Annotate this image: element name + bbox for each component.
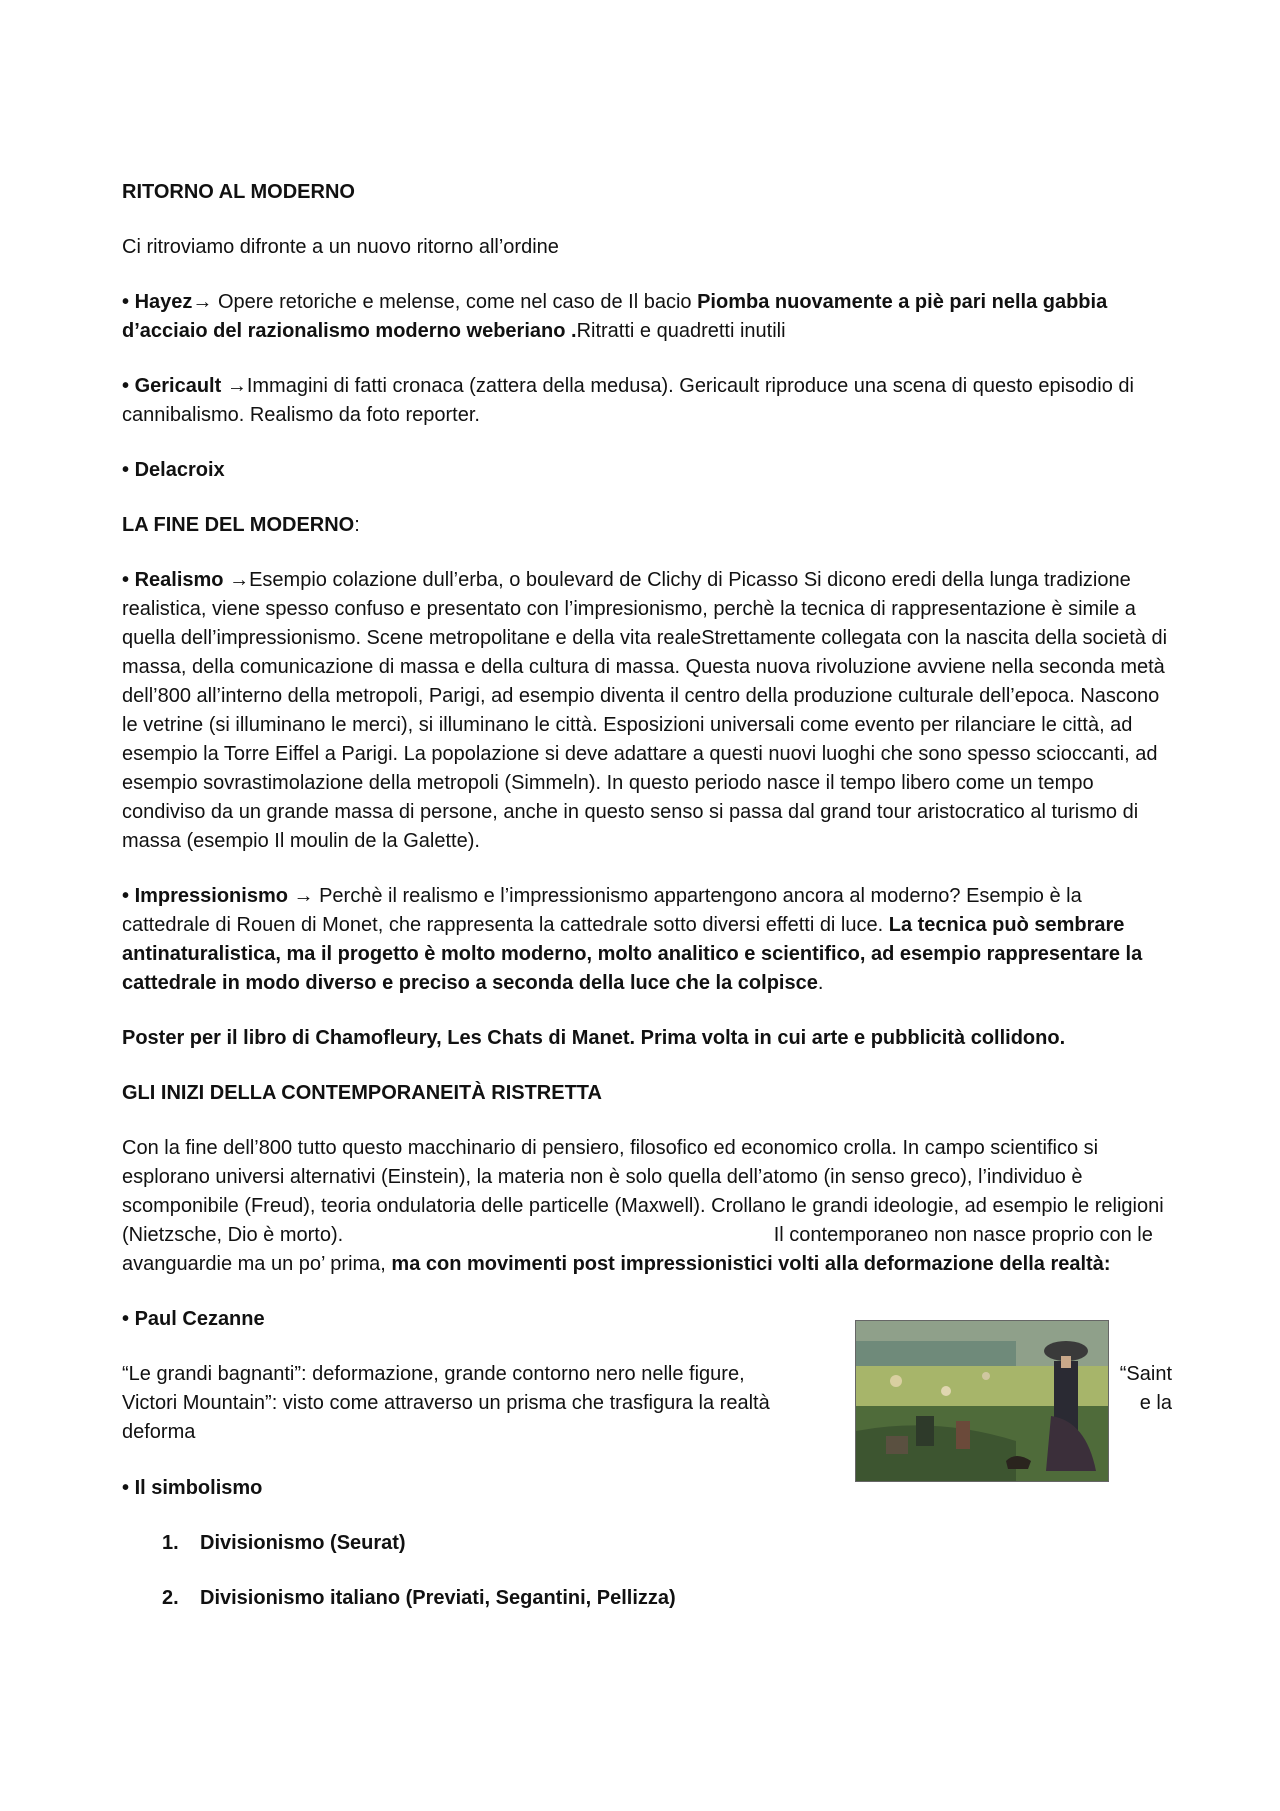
paragraph-delacroix: • Delacroix	[122, 459, 225, 481]
list-item: 1. Divisionismo (Seurat)	[162, 1532, 406, 1554]
list-item: 2. Divisionismo italiano (Previati, Segantini, Pellizza)	[162, 1587, 676, 1609]
arrow-icon: →	[226, 375, 247, 397]
numbered-list	[122, 1529, 1172, 1613]
arrow-icon: →	[293, 885, 314, 907]
arrow-icon: →	[229, 569, 250, 591]
paragraph-impressionismo: • Impressionismo → Perchè il realismo e l’impressionismo appartengono ancora al moderno? Esempio è la cattedrale di Rouen di Monet, che rappresenta la cattedrale sotto diversi effetti di luce. La tecnica può sembrare antinaturalistica, ma il progetto è molto moderno, molto analitico e scientifico, ad esempio rappresentare la cattedrale in modo diverso e preciso a seconda della luce che la colpisce.	[122, 885, 1143, 994]
arrow-icon: →	[192, 291, 213, 313]
heading-inizi-contemporaneita: GLI INIZI DELLA CONTEMPORANEITÀ RISTRETTA	[122, 1082, 602, 1104]
heading-fine-del-moderno: LA FINE DEL MODERNO:	[122, 514, 360, 536]
heading-ritorno-al-moderno: RITORNO AL MODERNO	[122, 181, 355, 203]
paragraph-inizi: Con la fine dell’800 tutto questo macchinario di pensiero, filosofico ed economico crolla. In campo scientifico si esplorano universi alternativi (Einstein), la materia non è solo quella dell’atomo (in senso greco), l’individuo è scomponibile (Freud), teoria ondulatoria delle particelle (Maxwell). Crollano le grandi ideologie, ad esempio le religioni (Nietzsche, Dio è morto). Il contemporaneo non nasce proprio con le avanguardie ma un po’ prima, ma con movimenti post impressionistici volti alla deformazione della realtà:	[122, 1137, 1164, 1275]
paragraph-cezanne-heading: • Paul Cezanne	[122, 1308, 265, 1330]
paragraph-realismo: • Realismo →Esempio colazione dull’erba, o boulevard de Clichy di Picasso Si dicono eredi della lunga tradizione realistica, viene spesso confuso e presentato con l’impresionismo, perchè la tecnica di rappresentazione è simile a quella dell’impressionismo. Scene metropolitane e della vita realeStrettamente collegata con la nascita della società di massa, della comunicazione di massa e della cultura di massa. Questa nuova rivoluzione avviene nella seconda metà dell’800 all’interno della metropoli, Parigi, ad esempio diventa il centro della produzione culturale dell’epoca. Nascono le vetrine (si illuminano le merci), si illuminano le città. Esposizioni universali come evento per rilanciare le città, ad esempio la Torre Eiffel a Parigi. La popolazione si deve adattare a questi nuovi luoghi che sono spesso scioccanti, ad esempio sovrastimolazione della metropoli (Simmeln). In questo periodo nasce il tempo libero come un tempo condiviso da un grande massa di persone, anche in questo senso si passa dal grand tour aristocratico al turismo di massa (esempio Il moulin de la Galette).	[122, 569, 1168, 852]
paragraph-poster: Poster per il libro di Chamofleury, Les Chats di Manet. Prima volta in cui arte e pubblicità collidono.	[122, 1027, 1066, 1049]
paragraph-cezanne: “Le grandi bagnanti”: deformazione, grande contorno nero nelle figure, “Saint Victori Mountain”: visto come attraverso un prisma che trasfigura la realtà e la deforma	[122, 1363, 1172, 1443]
seurat-painting-image	[855, 1320, 1109, 1482]
paragraph-gericault: • Gericault →Immagini di fatti cronaca (zattera della medusa). Gericault riproduce una scena di questo episodio di cannibalismo. Realismo da foto reporter.	[122, 375, 1134, 426]
intro-paragraph: Ci ritroviamo difronte a un nuovo ritorno all’ordine	[122, 236, 559, 258]
paragraph-simbolismo: • Il simbolismo	[122, 1477, 263, 1499]
paragraph-hayez: • Hayez→ Opere retoriche e melense, come nel caso de Il bacio Piomba nuovamente a piè pari nella gabbia d’acciaio del razionalismo moderno weberiano .Ritratti e quadretti inutili	[122, 291, 1108, 342]
